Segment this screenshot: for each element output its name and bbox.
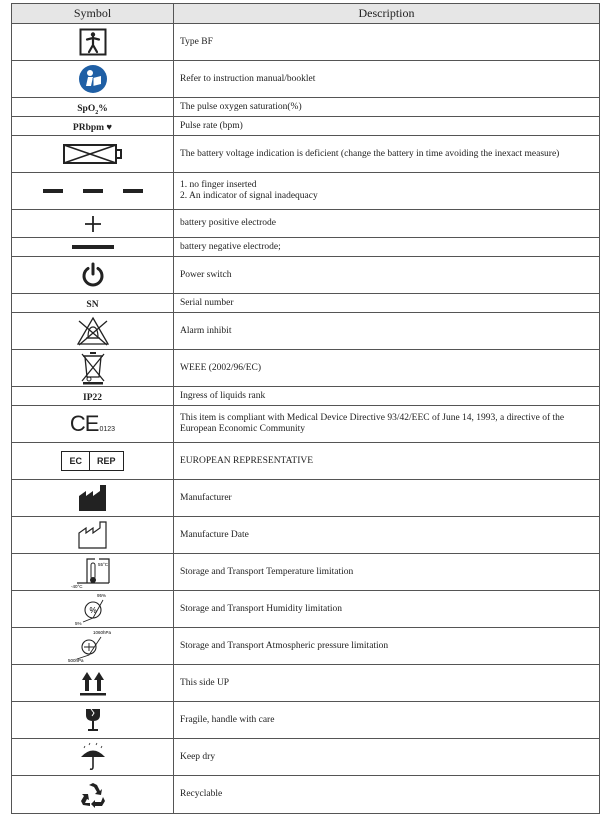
row-description: Ingress of liquids rank — [174, 387, 600, 406]
table-row — [12, 739, 600, 776]
table-row — [12, 173, 600, 210]
weee-bin-icon — [79, 351, 107, 385]
row-description: Fragile, handle with care — [174, 702, 600, 739]
row-description: Serial number — [174, 294, 600, 313]
table-row — [12, 98, 600, 117]
type-bf-icon — [79, 28, 107, 56]
spo2-label: SpO$_2$% — [77, 104, 108, 116]
alarm-inhibit-icon — [76, 316, 110, 346]
dashes-icon — [43, 186, 143, 196]
table-row — [12, 628, 600, 665]
low-battery-icon — [62, 143, 124, 165]
sn-label: SN — [86, 300, 99, 310]
table-row — [12, 24, 600, 61]
table-row — [12, 294, 600, 313]
ec-rep-left: EC — [69, 456, 82, 466]
table-row — [12, 406, 600, 443]
ec-rep-label — [61, 451, 123, 471]
power-icon — [80, 262, 106, 288]
row-description-line: 1. no finger inserted — [180, 180, 257, 191]
table-row — [12, 443, 600, 480]
row-description: This item is compliant with Medical Device Directive 93/42/EEC of June 14, 1993, a directive of the European Economic Community — [174, 406, 600, 443]
row-description: The battery voltage indication is deficient (change the battery in time avoiding the inexact measure) — [174, 136, 600, 173]
temperature-limit-icon — [69, 555, 117, 589]
ce-mark — [69, 410, 116, 436]
minus-icon — [72, 244, 114, 250]
manufacturer-icon — [78, 484, 108, 512]
row-description: Storage and Transport Temperature limitation — [174, 554, 600, 591]
fragile-icon — [83, 707, 103, 733]
humidity-high-label: 95% — [96, 593, 106, 598]
row-description: WEEE (2002/96/EC) — [174, 350, 600, 387]
humidity-limit-icon — [73, 592, 113, 626]
row-description: battery negative electrode; — [174, 238, 600, 257]
row-description: Refer to instruction manual/booklet — [174, 61, 600, 98]
header-description: Description — [174, 4, 600, 24]
table-row — [12, 61, 600, 98]
row-description: The pulse oxygen saturation(%) — [174, 98, 600, 117]
table-row — [12, 665, 600, 702]
keep-dry-icon — [78, 742, 108, 772]
table-row — [12, 313, 600, 350]
row-description: Storage and Transport Humidity limitation — [174, 591, 600, 628]
temp-high-label: 55°C — [97, 562, 108, 567]
pressure-limit-icon — [67, 629, 119, 663]
pressure-high-label: 1060hPa — [92, 630, 111, 635]
recycle-icon — [79, 781, 107, 809]
pressure-low-label: 500hPa — [67, 658, 84, 663]
table-header-row — [12, 4, 600, 24]
table-row — [12, 350, 600, 387]
humidity-low-label: 5% — [74, 621, 82, 626]
ip22-label: IP22 — [83, 393, 102, 403]
table-row — [12, 387, 600, 406]
temp-low-label: -40°C — [70, 584, 83, 589]
table-row — [12, 591, 600, 628]
header-symbol: Symbol — [12, 4, 174, 24]
row-description: EUROPEAN REPRESENTATIVE — [174, 443, 600, 480]
row-description: Power switch — [174, 257, 600, 294]
this-side-up-icon — [79, 670, 107, 696]
table-row — [12, 136, 600, 173]
row-description: Alarm inhibit — [174, 313, 600, 350]
row-description: Type BF — [174, 24, 600, 61]
symbol-table — [11, 3, 600, 814]
row-description: Recyclable — [174, 776, 600, 814]
table-row — [12, 238, 600, 257]
ce-mark-letters: CE — [69, 410, 99, 436]
row-description: battery positive electrode — [174, 210, 600, 238]
table-row — [12, 702, 600, 739]
ec-rep-right: REP — [89, 452, 123, 470]
row-description: Storage and Transport Atmospheric pressure limitation — [174, 628, 600, 665]
row-description: Pulse rate (bpm) — [174, 117, 600, 136]
prbpm-label: PRbpm ♥ — [72, 123, 113, 133]
row-description: Keep dry — [174, 739, 600, 776]
row-description: This side UP — [174, 665, 600, 702]
table-row — [12, 554, 600, 591]
table-row — [12, 257, 600, 294]
table-row — [12, 517, 600, 554]
ce-notified-body-number: 0123 — [99, 425, 116, 433]
instruction-manual-icon — [78, 64, 108, 94]
row-description-line: 2. An indicator of signal inadequacy — [180, 191, 318, 201]
row-description: Manufacturer — [174, 480, 600, 517]
svg-text:%: % — [89, 606, 97, 615]
row-description: Manufacture Date — [174, 517, 600, 554]
table-row — [12, 776, 600, 814]
table-row — [12, 480, 600, 517]
manufacture-date-icon — [78, 521, 108, 549]
plus-icon — [84, 215, 102, 233]
table-row — [12, 210, 600, 238]
table-row — [12, 117, 600, 136]
